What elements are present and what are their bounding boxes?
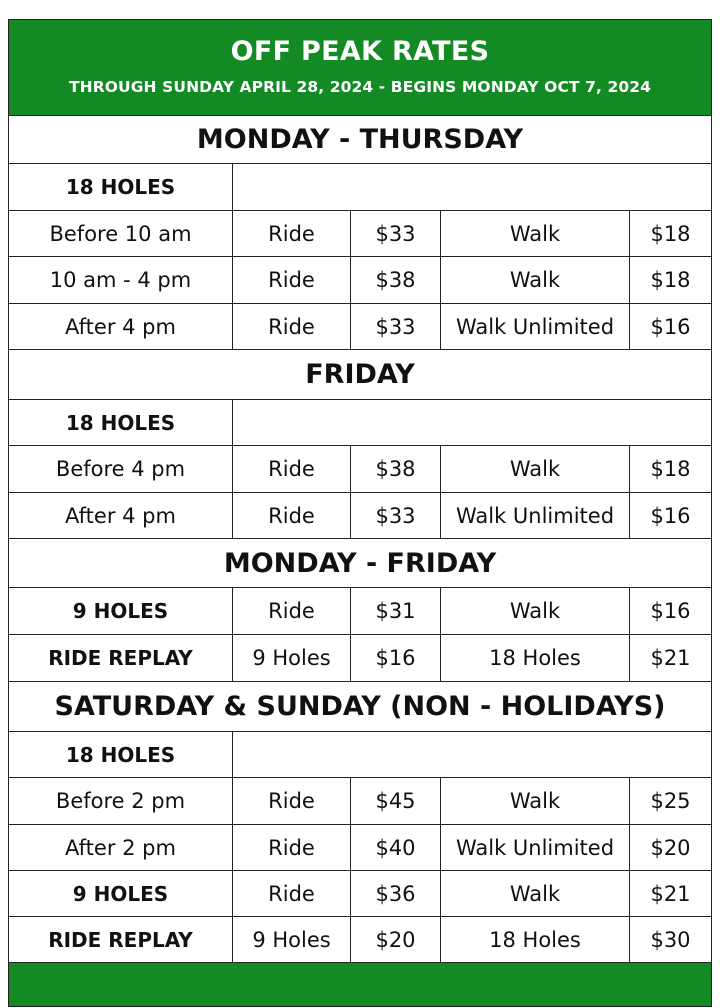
empty-cell bbox=[233, 732, 711, 777]
group-row-18-holes bbox=[9, 164, 711, 211]
page-title: OFF PEAK RATES bbox=[230, 36, 490, 67]
walk-price-cell: $16 bbox=[650, 314, 691, 339]
walk-cell: Walk bbox=[441, 211, 630, 256]
empty-cell bbox=[233, 400, 711, 445]
ride-cell: Ride bbox=[233, 257, 351, 303]
walk-price-cell: $21 bbox=[650, 881, 691, 906]
ride-cell: Ride bbox=[233, 825, 351, 870]
rate-row bbox=[9, 304, 711, 350]
walk-price-cell: $25 bbox=[650, 789, 691, 813]
walk-cell: Walk bbox=[441, 588, 630, 634]
time-cell: Before 4 pm bbox=[9, 446, 233, 492]
ride-cell: Ride bbox=[233, 493, 351, 538]
header-banner bbox=[9, 20, 711, 116]
rate-row bbox=[9, 825, 711, 871]
walk-cell: Walk Unlimited bbox=[441, 493, 630, 538]
group-label: 18 HOLES bbox=[9, 164, 233, 210]
walk-cell: Walk bbox=[441, 257, 630, 303]
walk-price-cell: $18 bbox=[650, 268, 691, 292]
group-label: 18 HOLES bbox=[9, 732, 233, 777]
group-label: 18 HOLES bbox=[9, 400, 233, 445]
ride-price-cell: $38 bbox=[351, 446, 441, 492]
ride-price-cell: $33 bbox=[351, 304, 441, 349]
ride-price-cell: $20 bbox=[351, 917, 441, 962]
ride-price-cell: $33 bbox=[351, 493, 441, 538]
walk-price-cell: $18 bbox=[650, 221, 691, 246]
walk-cell: Walk bbox=[441, 871, 630, 916]
time-cell: After 4 pm bbox=[9, 304, 233, 349]
group-row-18-holes bbox=[9, 400, 711, 446]
walk-price-cell: $16 bbox=[650, 599, 691, 623]
ride-cell: Ride bbox=[233, 304, 351, 349]
section-title: SATURDAY & SUNDAY (NON - HOLIDAYS) bbox=[54, 691, 666, 722]
time-cell: 9 HOLES bbox=[9, 871, 233, 916]
time-cell: 10 am - 4 pm bbox=[9, 257, 233, 303]
time-cell: After 2 pm bbox=[9, 825, 233, 870]
walk-price-cell: $20 bbox=[650, 835, 691, 860]
section-header-friday bbox=[9, 350, 711, 400]
ride-cell: Ride bbox=[233, 871, 351, 916]
walk-price-cell: $18 bbox=[650, 457, 691, 481]
time-cell: Before 2 pm bbox=[9, 778, 233, 824]
rate-row bbox=[9, 778, 711, 825]
walk-price-cell: $30 bbox=[650, 927, 691, 952]
section-header-weekend bbox=[9, 682, 711, 732]
ride-cell: Ride bbox=[233, 778, 351, 824]
ride-price-cell: $16 bbox=[351, 635, 441, 681]
rates-sheet bbox=[8, 19, 712, 1007]
ride-cell: Ride bbox=[233, 588, 351, 634]
time-cell: After 4 pm bbox=[9, 493, 233, 538]
ride-price-cell: $40 bbox=[351, 825, 441, 870]
section-header-mon-thu bbox=[9, 116, 711, 164]
empty-cell bbox=[233, 164, 711, 210]
rate-row bbox=[9, 588, 711, 635]
ride-price-cell: $31 bbox=[351, 588, 441, 634]
walk-cell: 18 Holes bbox=[441, 917, 630, 962]
page-subtitle: THROUGH SUNDAY APRIL 28, 2024 - BEGINS MONDAY OCT 7, 2024 bbox=[68, 78, 652, 96]
rate-row bbox=[9, 635, 711, 682]
section-title: MONDAY - FRIDAY bbox=[223, 547, 497, 579]
group-row-18-holes bbox=[9, 732, 711, 778]
walk-price-cell: $21 bbox=[650, 646, 691, 670]
walk-cell: Walk bbox=[441, 446, 630, 492]
rate-row bbox=[9, 871, 711, 917]
walk-cell: Walk Unlimited bbox=[441, 304, 630, 349]
section-title: MONDAY - THURSDAY bbox=[196, 124, 524, 155]
ride-price-cell: $36 bbox=[351, 871, 441, 916]
time-cell: Before 10 am bbox=[9, 211, 233, 256]
ride-cell: 9 Holes bbox=[233, 917, 351, 962]
time-cell: 9 HOLES bbox=[9, 588, 233, 634]
rate-row bbox=[9, 446, 711, 493]
rate-row bbox=[9, 257, 711, 304]
section-header-mon-fri bbox=[9, 539, 711, 588]
ride-cell: Ride bbox=[233, 446, 351, 492]
ride-cell: 9 Holes bbox=[233, 635, 351, 681]
rate-row bbox=[9, 917, 711, 962]
ride-price-cell: $45 bbox=[351, 778, 441, 824]
section-title: FRIDAY bbox=[305, 359, 415, 390]
footer-banner bbox=[9, 962, 711, 1006]
rate-row bbox=[9, 211, 711, 257]
time-cell: RIDE REPLAY bbox=[9, 635, 233, 681]
walk-cell: Walk Unlimited bbox=[441, 825, 630, 870]
walk-cell: 18 Holes bbox=[441, 635, 630, 681]
time-cell: RIDE REPLAY bbox=[9, 917, 233, 962]
ride-cell: Ride bbox=[233, 211, 351, 256]
rate-row bbox=[9, 493, 711, 539]
walk-cell: Walk bbox=[441, 778, 630, 824]
walk-price-cell: $16 bbox=[650, 503, 691, 528]
ride-price-cell: $33 bbox=[351, 211, 441, 256]
ride-price-cell: $38 bbox=[351, 257, 441, 303]
